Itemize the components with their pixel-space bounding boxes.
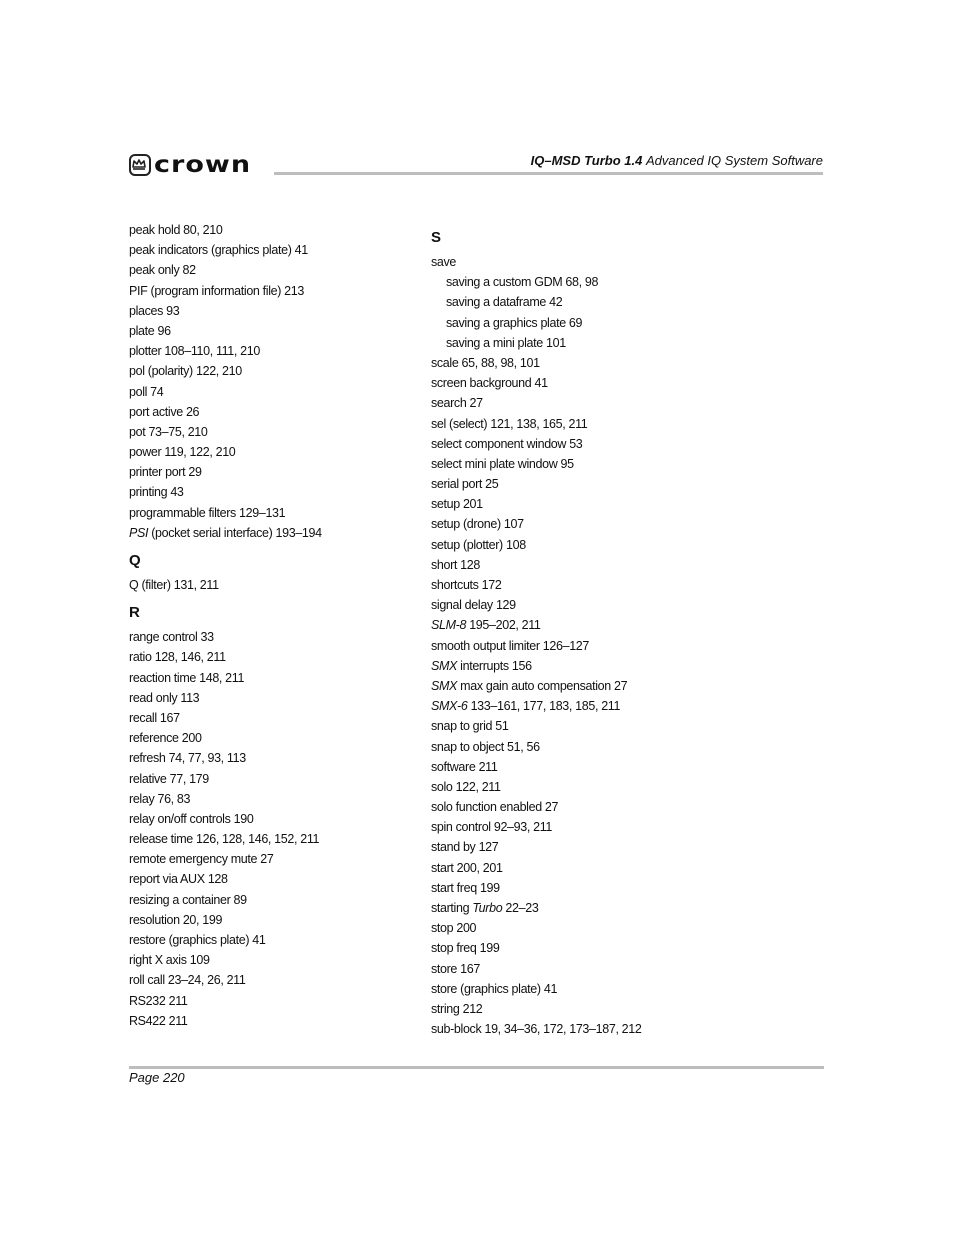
index-entry xyxy=(431,474,721,494)
entry-italic-term: Turbo xyxy=(472,901,503,915)
index-entry xyxy=(431,575,721,595)
crown-logo xyxy=(129,152,251,178)
entry-text: RS422 211 xyxy=(129,1013,188,1028)
document-subtitle: Advanced IQ System Software xyxy=(645,153,823,168)
entry-text: roll call 23–24, 26, 211 xyxy=(129,973,246,988)
index-entry xyxy=(129,930,419,950)
index-entry xyxy=(431,938,721,958)
index-entry xyxy=(129,627,419,647)
index-entry xyxy=(431,837,721,857)
index-subentry xyxy=(431,292,721,312)
index-entry xyxy=(129,523,419,543)
index-entry xyxy=(129,688,419,708)
crown-icon xyxy=(129,154,151,176)
entry-text: relay 76, 83 xyxy=(129,791,191,806)
logo-wordmark: crown xyxy=(154,151,252,178)
entry-text: setup (drone) 107 xyxy=(431,517,524,532)
entry-text: reference 200 xyxy=(129,731,202,746)
index-entry xyxy=(431,696,721,716)
index-entry xyxy=(431,716,721,736)
index-entry xyxy=(129,829,419,849)
header-rule xyxy=(274,172,823,175)
index-entry xyxy=(431,595,721,615)
index-entry xyxy=(129,422,419,442)
index-entry xyxy=(129,220,419,240)
index-entry xyxy=(129,575,419,595)
entry-text: string 212 xyxy=(431,1001,483,1016)
index-entry xyxy=(129,382,419,402)
index-entry xyxy=(431,918,721,938)
index-entry xyxy=(431,434,721,454)
entry-text: relay on/off controls 190 xyxy=(129,811,254,826)
entry-text: recall 167 xyxy=(129,710,180,725)
index-entry xyxy=(431,676,721,696)
index-subentry xyxy=(431,313,721,333)
entry-text: (pocket serial interface) 193–194 xyxy=(148,525,322,540)
entry-text: 195–202, 211 xyxy=(466,618,541,633)
entry-text: smooth output limiter 126–127 xyxy=(431,638,590,653)
entry-text: sub-block 19, 34–36, 172, 173–187, 212 xyxy=(431,1022,642,1037)
index-entry xyxy=(129,991,419,1011)
index-entry xyxy=(129,402,419,422)
entry-text: peak only 82 xyxy=(129,263,196,278)
index-column-left xyxy=(129,220,419,1031)
entry-text: select mini plate window 95 xyxy=(431,456,574,471)
index-section-letter: Q xyxy=(129,552,141,569)
entry-text: report via AUX 128 xyxy=(129,872,228,887)
entry-text: reaction time 148, 211 xyxy=(129,670,245,685)
entry-text: read only 113 xyxy=(129,690,200,705)
index-entry xyxy=(431,737,721,757)
entry-text: ratio 128, 146, 211 xyxy=(129,650,226,665)
index-entry xyxy=(431,979,721,999)
index-entry xyxy=(129,482,419,502)
entry-italic-term: SMX-6 xyxy=(431,699,468,714)
entry-text: programmable filters 129–131 xyxy=(129,505,286,520)
index-entry xyxy=(431,555,721,575)
entry-italic-term: SMX xyxy=(431,678,458,693)
entry-text: port active 26 xyxy=(129,404,200,419)
entry-text: scale 65, 88, 98, 101 xyxy=(431,355,540,370)
index-section-letter: S xyxy=(431,229,442,246)
index-entry xyxy=(431,959,721,979)
index-entry xyxy=(129,910,419,930)
entry-italic-term: SMX xyxy=(431,658,458,673)
entry-text: solo 122, 211 xyxy=(431,779,501,794)
index-entry xyxy=(431,615,721,635)
index-entry xyxy=(431,858,721,878)
index-entry xyxy=(431,494,721,514)
entry-prefix: starting xyxy=(431,901,473,915)
entry-text: serial port 25 xyxy=(431,477,499,492)
footer-rule xyxy=(129,1066,824,1069)
entry-text: snap to object 51, 56 xyxy=(431,739,540,754)
index-entry xyxy=(431,393,721,413)
index-entry xyxy=(129,647,419,667)
index-entry xyxy=(129,789,419,809)
index-entry xyxy=(431,898,721,918)
entry-text: sel (select) 121, 138, 165, 211 xyxy=(431,416,588,431)
index-entry xyxy=(431,454,721,474)
entry-text: stop 200 xyxy=(431,921,477,936)
entry-text: saving a dataframe 42 xyxy=(446,295,563,310)
index-entry xyxy=(129,281,419,301)
entry-text: stop freq 199 xyxy=(431,941,500,956)
index-entry xyxy=(129,849,419,869)
index-entry xyxy=(431,514,721,534)
entry-text: store 167 xyxy=(431,961,480,976)
entry-text: stand by 127 xyxy=(431,840,499,855)
index-entry xyxy=(129,361,419,381)
entry-text: peak hold 80, 210 xyxy=(129,223,223,237)
entry-text: right X axis 109 xyxy=(129,953,210,968)
entry-text: max gain auto compensation 27 xyxy=(457,678,628,693)
index-entry xyxy=(129,240,419,260)
entry-text: start 200, 201 xyxy=(431,860,503,875)
entry-text: release time 126, 128, 146, 152, 211 xyxy=(129,832,320,847)
index-subentry xyxy=(431,272,721,292)
entry-text: interrupts 156 xyxy=(457,658,532,673)
entry-text: printer port 29 xyxy=(129,465,202,480)
entry-text: places 93 xyxy=(129,303,180,318)
index-entry xyxy=(129,462,419,482)
index-entry xyxy=(431,373,721,393)
index-section-letter: R xyxy=(129,604,140,622)
index-entry xyxy=(129,769,419,789)
index-entry xyxy=(431,1019,721,1039)
entry-text: snap to grid 51 xyxy=(431,719,509,734)
index-entry xyxy=(431,636,721,656)
entry-text: PIF (program information file) 213 xyxy=(129,283,304,298)
index-entry xyxy=(129,970,419,990)
entry-text: printing 43 xyxy=(129,485,184,500)
entry-text: saving a custom GDM 68, 98 xyxy=(446,275,599,290)
entry-text: pol (polarity) 122, 210 xyxy=(129,364,242,379)
index-entry xyxy=(129,503,419,523)
index-entry xyxy=(431,757,721,777)
index-entry xyxy=(129,890,419,910)
index-entry xyxy=(129,341,419,361)
entry-text: refresh 74, 77, 93, 113 xyxy=(129,751,246,766)
entry-text: power 119, 122, 210 xyxy=(129,445,236,460)
entry-text: setup (plotter) 108 xyxy=(431,537,526,552)
entry-text: save xyxy=(431,255,457,269)
entry-text: setup 201 xyxy=(431,497,483,512)
entry-text: short 128 xyxy=(431,557,480,572)
product-name: IQ–MSD Turbo 1.4 xyxy=(530,153,643,168)
index-entry xyxy=(129,869,419,889)
index-entry xyxy=(129,950,419,970)
entry-text: relative 77, 179 xyxy=(129,771,209,786)
index-entry xyxy=(431,535,721,555)
entry-text: saving a graphics plate 69 xyxy=(446,315,583,330)
entry-text: plotter 108–110, 111, 210 xyxy=(129,344,260,359)
index-entry xyxy=(129,668,419,688)
entry-text: plate 96 xyxy=(129,323,171,338)
entry-text: software 211 xyxy=(431,759,498,774)
index-entry xyxy=(129,809,419,829)
page-number: Page 220 xyxy=(129,1070,185,1085)
entry-text: start freq 199 xyxy=(431,880,500,895)
index-entry xyxy=(431,878,721,898)
entry-text: resolution 20, 199 xyxy=(129,912,223,927)
index-entry xyxy=(129,728,419,748)
index-entry xyxy=(129,301,419,321)
entry-italic-term: SLM-8 xyxy=(431,618,467,633)
entry-text: solo function enabled 27 xyxy=(431,800,559,815)
entry-text: 22–23 xyxy=(502,901,539,915)
index-entry xyxy=(431,252,721,272)
entry-text: remote emergency mute 27 xyxy=(129,852,274,867)
entry-text: restore (graphics plate) 41 xyxy=(129,933,266,947)
document-title xyxy=(531,153,823,168)
index-entry xyxy=(431,353,721,373)
entry-text: poll 74 xyxy=(129,384,164,399)
entry-text: store (graphics plate) 41 xyxy=(431,981,558,996)
index-entry xyxy=(129,748,419,768)
entry-text: 133–161, 177, 183, 185, 211 xyxy=(467,699,621,714)
index-entry xyxy=(431,817,721,837)
index-entry xyxy=(431,777,721,797)
entry-italic-term: PSI xyxy=(129,525,149,540)
index-entry xyxy=(129,321,419,341)
entry-text: select component window 53 xyxy=(431,436,583,451)
index-entry xyxy=(431,414,721,434)
entry-text: peak indicators (graphics plate) 41 xyxy=(129,243,308,258)
entry-text: shortcuts 172 xyxy=(431,578,502,592)
index-entry xyxy=(129,1011,419,1031)
entry-text: resizing a container 89 xyxy=(129,892,247,907)
entry-text: Q (filter) 131, 211 xyxy=(129,578,219,592)
entry-text: RS232 211 xyxy=(129,993,188,1008)
entry-text: search 27 xyxy=(431,396,483,411)
entry-text: pot 73–75, 210 xyxy=(129,424,208,439)
index-column-right xyxy=(431,220,721,1039)
entry-text: spin control 92–93, 211 xyxy=(431,820,552,835)
index-entry xyxy=(431,656,721,676)
index-entry xyxy=(129,708,419,728)
entry-text: range control 33 xyxy=(129,630,214,645)
index-entry xyxy=(431,999,721,1019)
index-entry xyxy=(431,797,721,817)
entry-text: signal delay 129 xyxy=(431,598,516,613)
index-entry xyxy=(129,442,419,462)
index-subentry xyxy=(431,333,721,353)
index-entry xyxy=(129,260,419,280)
entry-text: screen background 41 xyxy=(431,376,548,391)
entry-text: saving a mini plate 101 xyxy=(446,335,566,350)
